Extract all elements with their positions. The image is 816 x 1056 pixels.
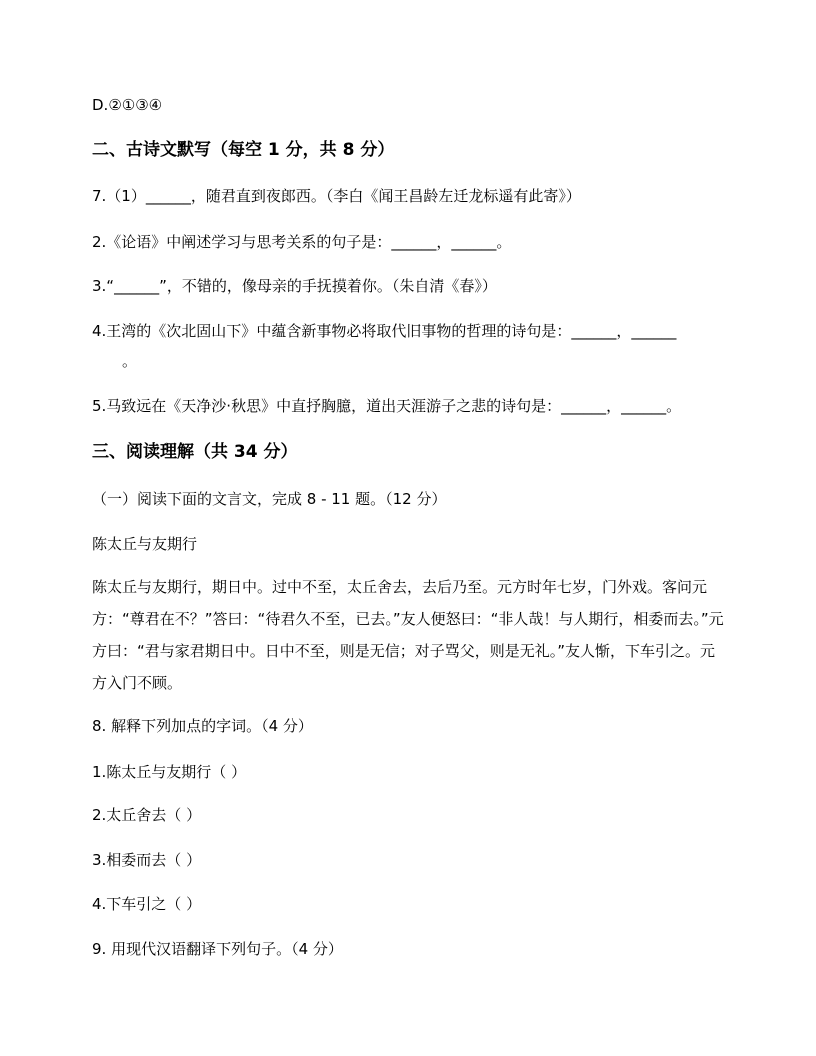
subsection-classical-text: （一）阅读下面的文言文，完成 8 - 11 题。（12 分） bbox=[92, 490, 447, 508]
section-heading-poetry: 二、古诗文默写（每空 1 分，共 8 分） bbox=[92, 140, 395, 160]
question-8-item-4: 4.下车引之（ ） bbox=[92, 895, 202, 913]
passage-title: 陈太丘与友期行 bbox=[92, 535, 198, 553]
passage-body: 陈太丘与友期行，期日中。过中不至，太丘舍去，去后乃至。元方时年七岁，门外戏。客问元方：“尊君在不？”答曰：“待君久不至，已去。”友人便怒曰：“非人哉！与人期行，相委而去。”元方曰：“君与家君期日中。日中不至，则是无信；对子骂父，则是无礼。”友人惭，下车引之。元方入门不顾。 bbox=[92, 578, 724, 692]
question-8-item-1: 1.陈太丘与友期行（ ） bbox=[92, 763, 247, 781]
question-8-item-3: 3.相委而去（ ） bbox=[92, 851, 202, 869]
question-3: 3.“______”，不错的，像母亲的手抚摸着你。（朱自清《春》） bbox=[92, 277, 497, 295]
question-2: 2.《论语》中阐述学习与思考关系的句子是：______，______。 bbox=[92, 233, 512, 251]
question-4: 4.王湾的《次北固山下》中蕴含新事物必将取代旧事物的哲理的诗句是：______，______ bbox=[92, 322, 677, 340]
question-9: 9. 用现代汉语翻译下列句子。（4 分） bbox=[92, 940, 343, 958]
question-5: 5.马致远在《天净沙·秋思》中直抒胸臆，道出天涯游子之悲的诗句是：______，______。 bbox=[92, 397, 682, 415]
question-8: 8. 解释下列加点的字词。（4 分） bbox=[92, 717, 313, 735]
question-7: 7.（1）______，随君直到夜郎西。（李白《闻王昌龄左迁龙标遥有此寄》） bbox=[92, 187, 581, 205]
section-heading-reading: 三、阅读理解（共 34 分） bbox=[92, 442, 298, 462]
question-8-item-2: 2.太丘舍去（ ） bbox=[92, 806, 202, 824]
option-d: D.②①③④ bbox=[92, 96, 163, 114]
question-4-continued: 。 bbox=[122, 352, 138, 370]
